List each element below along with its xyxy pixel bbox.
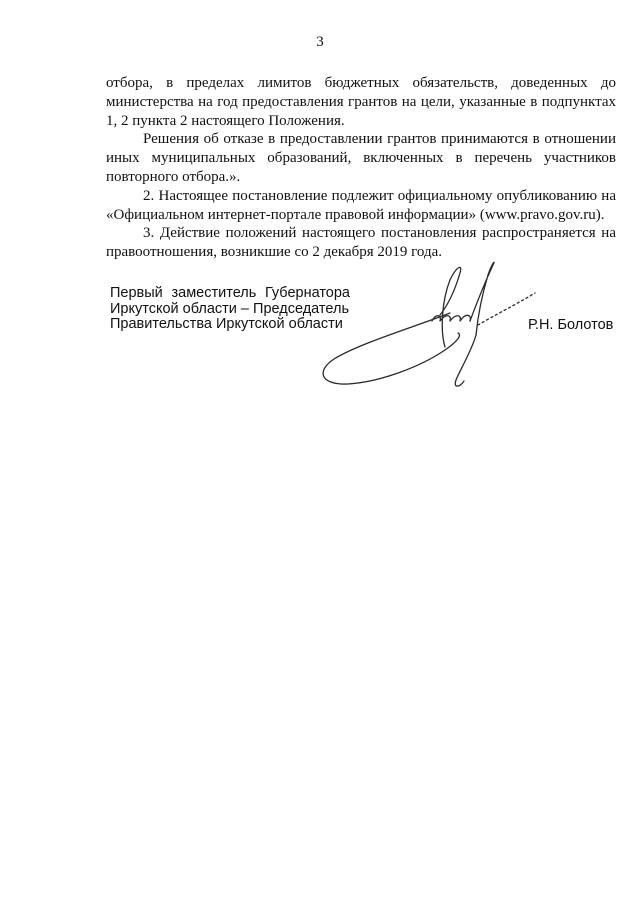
signatory-title-line: Правительства Иркутской области [110,316,343,332]
paragraph: 2. Настоящее постановление подлежит официальному опубликованию на «Официальном интернет-портале правовой информации» (www.pravo.gov.ru). [106,187,616,223]
paragraph: отбора, в пределах лимитов бюджетных обязательств, доведенных до министерства на год предоставления грантов на цели, указанные в подпунктах 1, 2 пункта 2 настоящего Положения. [106,75,616,129]
signer-name: Р.Н. Болотов [528,317,614,333]
document-body [106,74,616,262]
signatory-title-line: Первый заместитель Губернатора [110,285,350,301]
page-number: 3 [316,34,324,50]
paragraph: 3. Действие положений настоящего постановления распространяется на правоотношения, возникшие со 2 декабря 2019 года. [106,225,616,261]
paragraph: Решения об отказе в предоставлении грантов принимаются в отношении иных муниципальных образований, включенных в перечень участников повторного отбора.». [106,131,616,185]
handwritten-signature [300,255,550,395]
signatory-title-line: Иркутской области – Председатель [110,300,349,317]
